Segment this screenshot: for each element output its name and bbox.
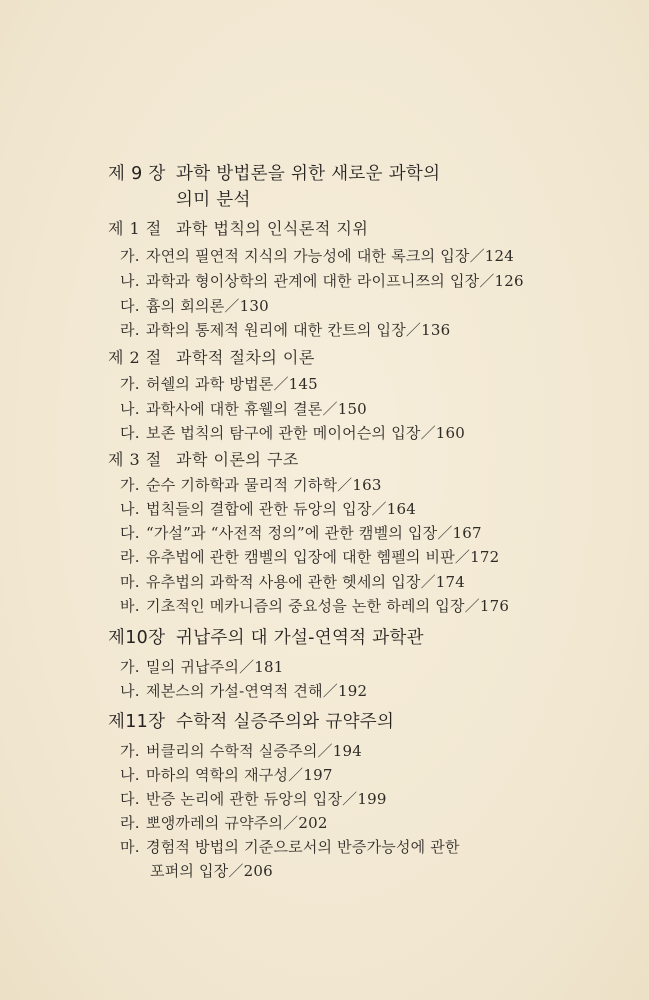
item-text: 과학의 통제적 원리에 대한 칸트의 입장／136	[146, 321, 451, 339]
list-item	[120, 270, 524, 291]
list-item	[120, 740, 362, 761]
list-item	[120, 295, 269, 316]
chapter-title: 귀납주의 대 가설-연역적 과학관	[176, 628, 424, 648]
list-item-continued: 포퍼의 입장／206	[150, 862, 273, 880]
list-item	[120, 319, 450, 340]
item-text: 버클리의 수학적 실증주의／194	[146, 742, 362, 760]
item-marker: 나.	[120, 400, 140, 418]
list-item	[120, 422, 465, 443]
section-heading	[108, 345, 315, 368]
item-text: 밀의 귀납주의／181	[146, 658, 284, 676]
item-text: 순수 기하학과 물리적 기하학／163	[146, 476, 382, 494]
item-text: 반증 논리에 관한 듀앙의 입장／199	[146, 790, 387, 808]
list-item	[120, 398, 367, 419]
list-item	[120, 474, 382, 495]
item-marker: 다.	[120, 790, 140, 808]
item-marker: 가.	[120, 247, 140, 265]
list-item	[120, 571, 465, 592]
list-item	[120, 812, 328, 833]
chapter-title: 과학 방법론을 위한 새로운 과학의	[176, 164, 441, 184]
item-marker: 가.	[120, 375, 140, 393]
section-heading	[108, 447, 299, 470]
item-marker: 나.	[120, 272, 140, 290]
section-title: 과학적 절차의 이론	[176, 348, 315, 367]
section-title: 과학 법칙의 인식론적 지위	[176, 219, 369, 238]
item-marker: 마.	[120, 573, 140, 591]
item-marker: 다.	[120, 297, 140, 315]
section-title: 과학 이론의 구조	[176, 450, 299, 469]
item-text: 과학사에 대한 휴웰의 결론／150	[146, 400, 367, 418]
item-text: 제본스의 가설-연역적 견해／192	[146, 682, 368, 700]
item-marker: 가.	[120, 742, 140, 760]
chapter-title: 수학적 실증주의와 규약주의	[176, 712, 395, 732]
item-text: 기초적인 메카니즘의 중요성을 논한 하레의 입장／176	[146, 597, 510, 615]
item-text: 경험적 방법의 기준으로서의 반증가능성에 관한	[146, 838, 460, 856]
item-marker: 라.	[120, 814, 140, 832]
chapter-number: 제11장	[108, 712, 166, 732]
item-text: 법칙들의 결합에 관한 듀앙의 입장／164	[146, 500, 416, 518]
item-marker: 나.	[120, 682, 140, 700]
item-marker: 다.	[120, 524, 140, 542]
chapter-heading	[108, 624, 424, 649]
item-marker: 라.	[120, 548, 140, 566]
item-text: “가설”과 “사전적 정의”에 관한 캠벨의 입장／167	[146, 524, 482, 542]
item-text: 유추법에 관한 캠벨의 입장에 대한 헴펠의 비판／172	[146, 548, 500, 566]
list-item	[120, 764, 333, 785]
section-number: 제 1 절	[108, 219, 162, 238]
item-text: 뽀앵까레의 규약주의／202	[146, 814, 328, 832]
item-marker: 나.	[120, 766, 140, 784]
item-text: 과학과 형이상학의 관계에 대한 라이프니쯔의 입장／126	[146, 272, 524, 290]
chapter-number: 제10장	[108, 628, 166, 648]
list-item	[120, 373, 318, 394]
item-marker: 다.	[120, 424, 140, 442]
item-text: 흄의 회의론／130	[146, 297, 269, 315]
chapter-number: 제 9 장	[108, 164, 166, 184]
item-marker: 바.	[120, 597, 140, 615]
item-text: 유추법의 과학적 사용에 관한 헷세의 입장／174	[146, 573, 466, 591]
list-item	[120, 788, 387, 809]
chapter-heading	[108, 160, 440, 185]
item-text: 마하의 역학의 재구성／197	[146, 766, 333, 784]
item-marker: 라.	[120, 321, 140, 339]
item-marker: 가.	[120, 658, 140, 676]
item-marker: 나.	[120, 500, 140, 518]
list-item	[120, 836, 460, 857]
item-text: 자연의 필연적 지식의 가능성에 대한 록크의 입장／124	[146, 247, 515, 265]
list-item	[120, 245, 514, 266]
chapter-heading	[108, 708, 394, 733]
list-item	[120, 522, 482, 543]
section-number: 제 2 절	[108, 348, 162, 367]
list-item	[120, 680, 367, 701]
chapter-title-continued: 의미 분석	[176, 190, 251, 210]
list-item	[120, 498, 416, 519]
section-number: 제 3 절	[108, 450, 162, 469]
list-item	[120, 546, 499, 567]
list-item	[120, 595, 509, 616]
item-text: 허쉘의 과학 방법론／145	[146, 375, 318, 393]
item-text: 보존 법칙의 탐구에 관한 메이어슨의 입장／160	[146, 424, 466, 442]
section-heading	[108, 216, 368, 239]
item-marker: 마.	[120, 838, 140, 856]
item-marker: 가.	[120, 476, 140, 494]
list-item	[120, 656, 284, 677]
